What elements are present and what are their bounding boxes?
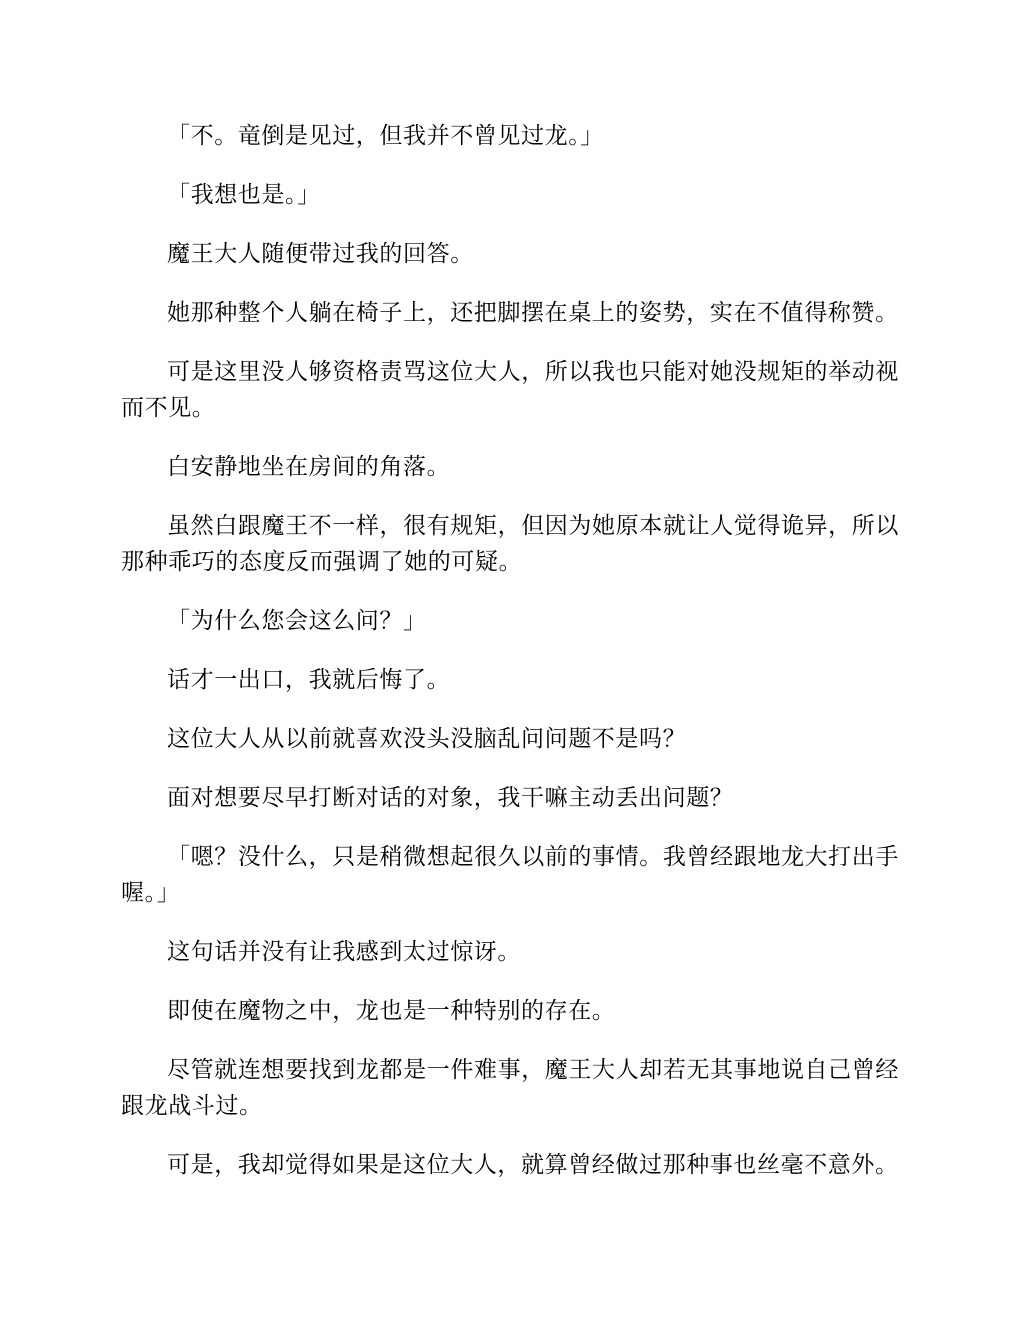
paragraph: 她那种整个人躺在椅子上，还把脚摆在桌上的姿势，实在不值得称赞。	[167, 300, 899, 326]
paragraph: 可是这里没人够资格责骂这位大人，所以我也只能对她没规矩的举动视而不见。	[121, 359, 899, 421]
paragraph: 「不。竜倒是见过，但我并不曾见过龙。」	[167, 123, 604, 149]
paragraph: 话才一出口，我就后悔了。	[167, 667, 451, 693]
paragraph: 魔王大人随便带过我的回答。	[167, 241, 474, 267]
paragraph: 白安静地坐在房间的角落。	[167, 454, 451, 480]
paragraph: 尽管就连想要找到龙都是一件难事，魔王大人却若无其事地说自己曾经跟龙战斗过。	[121, 1057, 899, 1119]
paragraph: 「为什么您会这么问？」	[167, 608, 427, 634]
paragraph: 即使在魔物之中，龙也是一种特别的存在。	[167, 998, 616, 1024]
body-text	[121, 118, 899, 1206]
paragraph: 「我想也是。」	[167, 182, 321, 208]
paragraph: 面对想要尽早打断对话的对象，我干嘛主动丢出问题？	[167, 785, 734, 811]
paragraph: 这句话并没有让我感到太过惊讶。	[167, 939, 521, 965]
paragraph: 虽然白跟魔王不一样，很有规矩，但因为她原本就让人觉得诡异，所以那种乖巧的态度反而强调了她的可疑。	[121, 513, 899, 575]
paragraph: 这位大人从以前就喜欢没头没脑乱问问题不是吗？	[167, 726, 687, 752]
paragraph: 可是，我却觉得如果是这位大人，就算曾经做过那种事也丝毫不意外。	[167, 1152, 899, 1178]
paragraph: 「嗯？没什么，只是稍微想起很久以前的事情。我曾经跟地龙大打出手喔。」	[121, 844, 899, 906]
